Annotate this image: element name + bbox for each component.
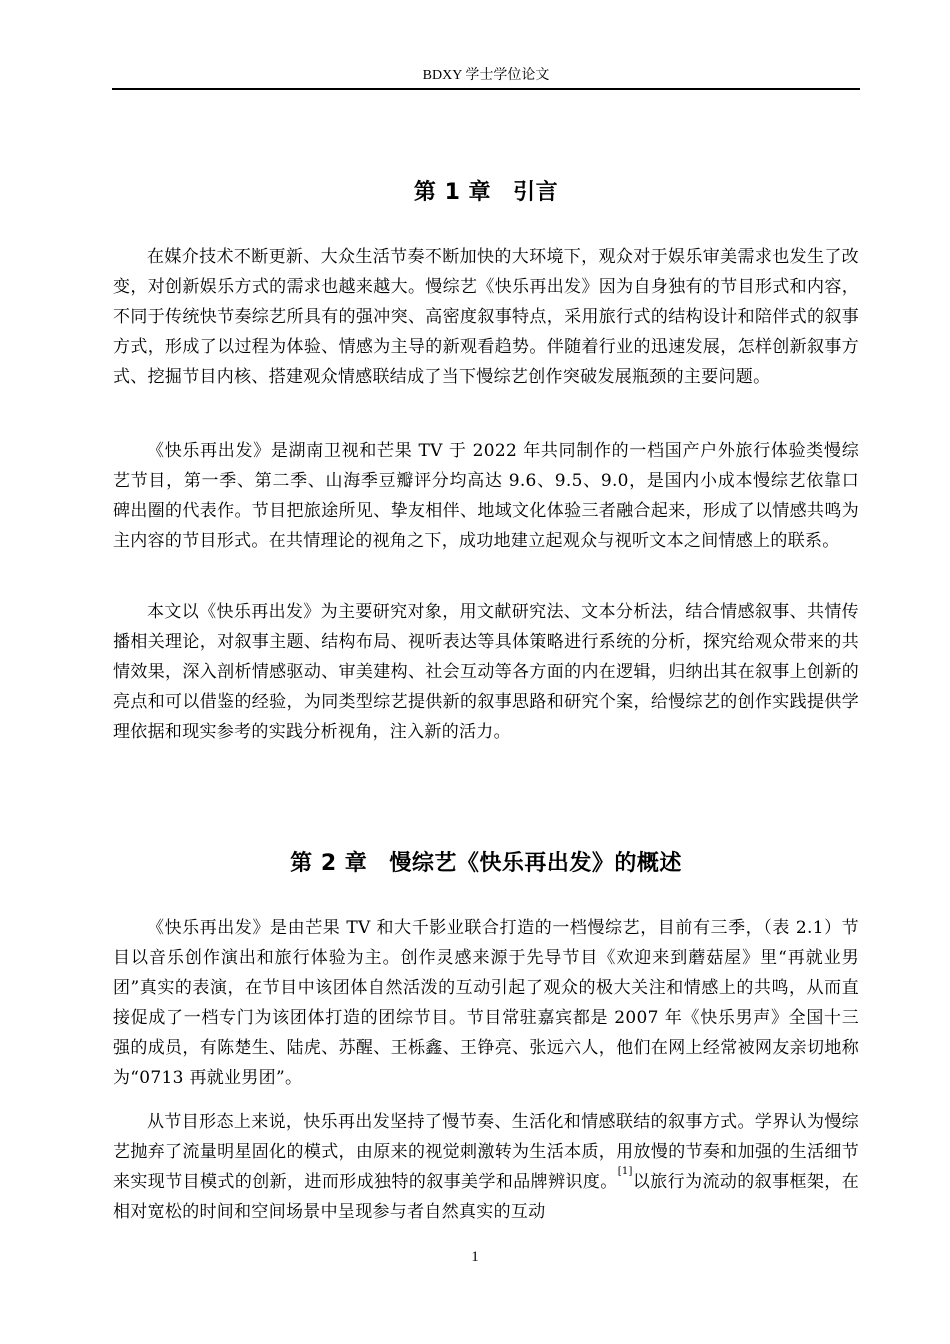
chapter-2-paragraph-2-text: 从节目形态上来说，快乐再出发坚持了慢节奏、生活化和情感联结的叙事方式。学界认为慢综艺抛弃了流量明星固化的模式，由原来的视觉刺激转为生活本质，用放慢的节奏和加强的生活细节来实现节目模式的创新，进而形成独特的叙事美学和品牌辨识度。 xyxy=(113,1112,859,1192)
chapter-1-paragraph-2: 《快乐再出发》是湖南卫视和芒果 TV 于 2022 年共同制作的一档国产户外旅行体验类慢综艺节目，第一季、第二季、山海季豆瓣评分均高达 9.6、9.5、9.0，是国内小成本慢综艺依靠口碑出圈的代表作。节目把旅途所见、挚友相伴、地域文化体验三者融合起来，形成了以情感共鸣为主内容的节目形式。在共情理论的视角之下，成功地建立起观众与视听文本之间情感上的联系。 xyxy=(113,441,859,551)
chapter-2-paragraph-2-continuation: 以旅行为流动的叙事框架，在相对宽松的时间和空间场景中呈现参与者自然真实的互动 xyxy=(113,1172,859,1222)
page-number: 1 xyxy=(471,1249,479,1265)
running-header: BDXY 学士学位论文 xyxy=(422,68,550,83)
chapter-2-title: 慢综艺《快乐再出发》的概述 xyxy=(389,851,682,876)
chapter-2-paragraph-1: 《快乐再出发》是由芒果 TV 和大千影业联合打造的一档慢综艺，目前有三季，（表 2.1）节目以音乐创作演出和旅行体验为主。创作灵感来源于先导节目《欢迎来到蘑菇屋》里“再就业男团”真实的表演，在节目中该团体自然活泼的互动引起了观众的极大关注和情感上的共鸣，从而直接促成了一档专门为该团体打造的团综节目。节目常驻嘉宾都是 2007 年《快乐男声》全国十三强的成员，有陈楚生、陆虎、苏醒、王栎鑫、王铮亮、张远六人，他们在网上经常被网友亲切地称为“0713 再就业男团”。 xyxy=(113,918,859,1088)
chapter-1-title: 引言 xyxy=(513,180,559,205)
chapter-2-heading xyxy=(113,849,859,879)
header-rule xyxy=(112,88,860,90)
chapter-2-number: 第 2 章 xyxy=(290,851,368,876)
chapter-1-heading xyxy=(113,178,859,208)
citation-ref[interactable]: [1] xyxy=(617,1166,633,1177)
chapter-2-paragraph-2 xyxy=(113,1107,859,1227)
chapter-1-paragraph-1: 在媒介技术不断更新、大众生活节奏不断加快的大环境下，观众对于娱乐审美需求也发生了改变，对创新娱乐方式的需求也越来越大。慢综艺《快乐再出发》因为自身独有的节目形式和内容，不同于传统快节奏综艺所具有的强冲突、高密度叙事特点，采用旅行式的结构设计和陪伴式的叙事方式，形成了以过程为体验、情感为主导的新观看趋势。伴随着行业的迅速发展，怎样创新叙事方式、挖掘节目内核、搭建观众情感联结成了当下慢综艺创作突破发展瓶颈的主要问题。 xyxy=(113,247,859,387)
chapter-1-paragraph-3: 本文以《快乐再出发》为主要研究对象，用文献研究法、文本分析法，结合情感叙事、共情传播相关理论，对叙事主题、结构布局、视听表达等具体策略进行系统的分析，探究给观众带来的共情效果，深入剖析情感驱动、审美建构、社会互动等各方面的内在逻辑，归纳出其在叙事上创新的亮点和可以借鉴的经验，为同类型综艺提供新的叙事思路和研究个案，给慢综艺的创作实践提供学理依据和现实参考的实践分析视角，注入新的活力。 xyxy=(113,602,859,742)
chapter-1-number: 第 1 章 xyxy=(413,180,492,205)
